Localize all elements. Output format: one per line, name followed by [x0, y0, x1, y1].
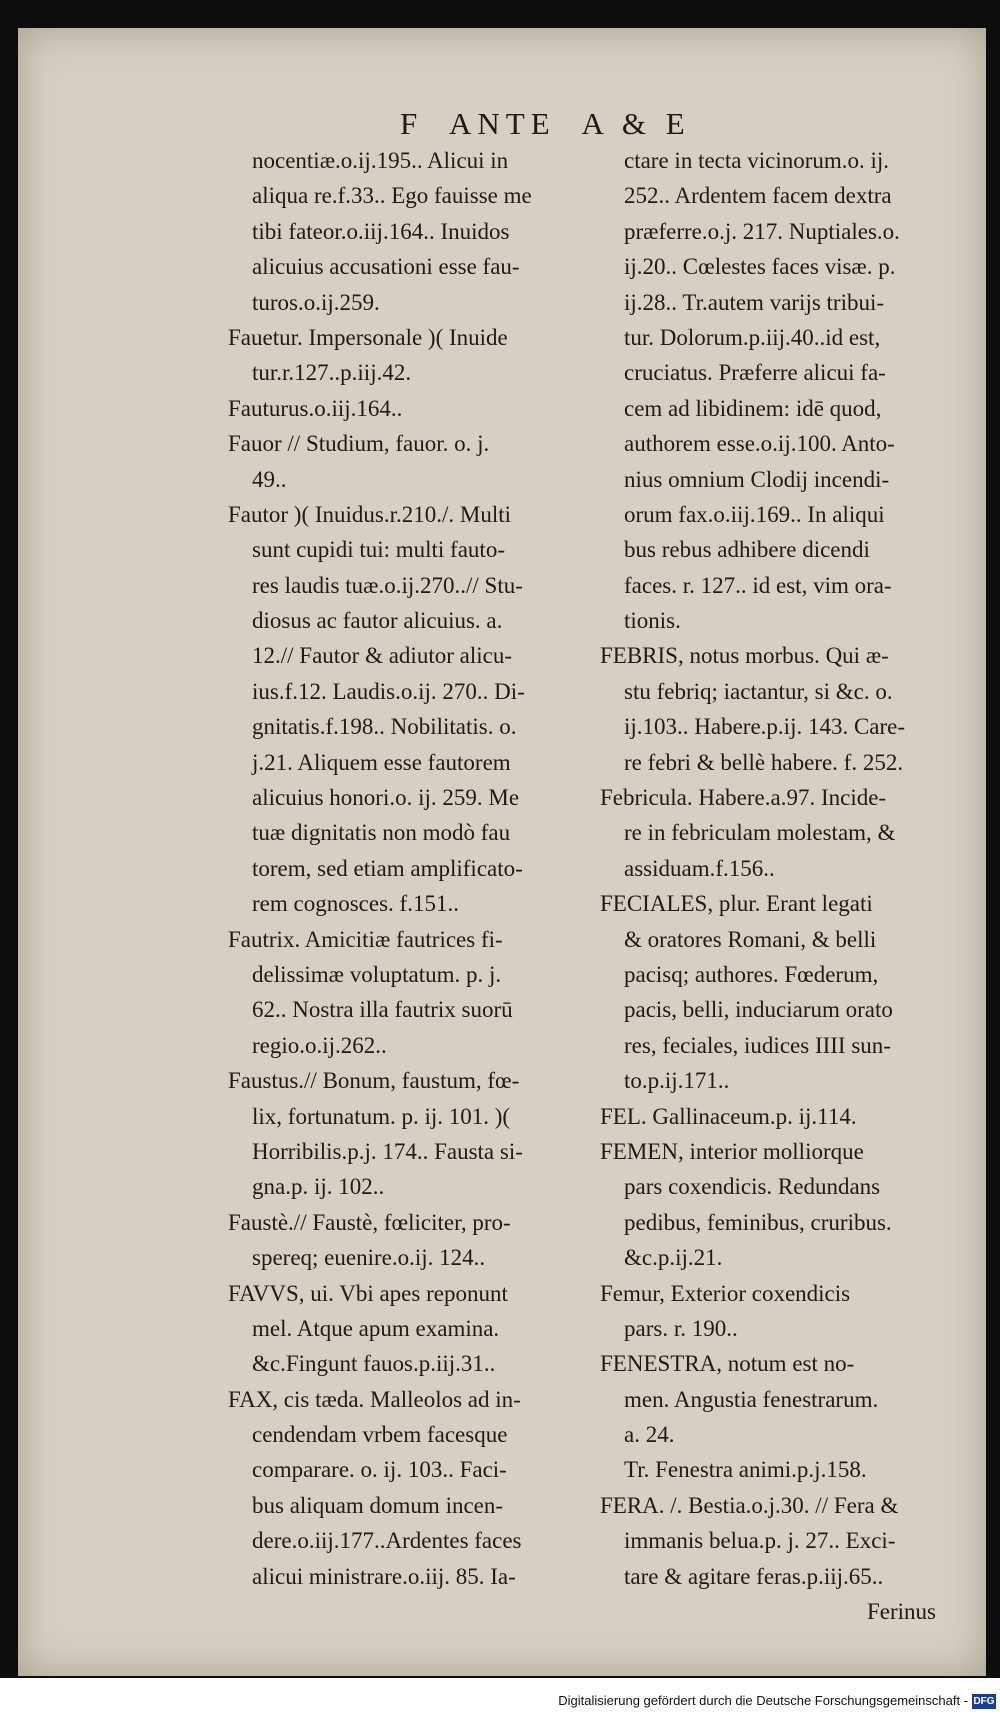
text-line: faces. r. 127.. id est, vim ora- [624, 572, 892, 598]
text-line: turos.o.ij.259. [252, 289, 380, 315]
text-line: pacisq; authores. Fœderum, [624, 961, 879, 987]
footer-credit: Digitalisierung gefördert durch die Deutsche Forschungsgemeinschaft - [558, 1693, 968, 1708]
text-line: spereq; euenire.o.ij. 124.. [252, 1245, 486, 1271]
text-line: FAVVS, ui. Vbi apes reponunt [228, 1280, 508, 1306]
text-line: FERA. /. Bestia.o.j.30. // Fera & [600, 1492, 899, 1518]
text-line: gnitatis.f.198.. Nobilitatis. o. [252, 714, 517, 740]
text-line: Fauetur. Impersonale )( Inuide [228, 324, 508, 350]
text-line: rem cognosces. f.151.. [252, 891, 459, 917]
text-line: ctare in tecta vicinorum.o. ij. [624, 148, 890, 173]
text-line: j.21. Aliquem esse fautorem [252, 749, 511, 775]
text-line: comparare. o. ij. 103.. Faci- [252, 1457, 507, 1483]
text-line: tibi fateor.o.iij.164.. Inuidos [252, 218, 510, 244]
text-line: FEBRIS, notus morbus. Qui æ- [600, 643, 889, 669]
text-line: dere.o.iij.177..Ardentes faces [252, 1528, 522, 1554]
text-line: stu febriq; iactantur, si &c. o. [624, 678, 893, 704]
text-line: pacis, belli, induciarum orato [624, 997, 893, 1023]
text-line: res, feciales, iudices IIII sun- [624, 1032, 891, 1058]
text-line: men. Angustia fenestrarum. [624, 1386, 879, 1412]
text-line: pars coxendicis. Redundans [624, 1174, 881, 1200]
text-line: ij.103.. Habere.p.ij. 143. Care- [624, 714, 906, 740]
running-header: F ANTE A & E [400, 106, 691, 141]
text-line: Tr. Fenestra animi.p.j.158. [624, 1457, 867, 1483]
text-line: FECIALES, plur. Erant legati [600, 891, 873, 917]
text-line: Fautrix. Amicitiæ fautrices fi- [228, 926, 503, 952]
text-line: alicui ministrare.o.iij. 85. Ia- [252, 1563, 516, 1589]
text-line: immanis belua.p. j. 27.. Exci- [624, 1528, 896, 1554]
text-line: tur.r.127..p.iij.42. [252, 360, 412, 386]
text-line: tuæ dignitatis non modò fau [252, 820, 511, 846]
text-line: Fauturus.o.iij.164.. [228, 395, 403, 421]
text-line: nius omnium Clodij incendi- [624, 466, 890, 492]
text-line: delissimæ voluptatum. p. j. [252, 961, 502, 987]
text-line: gna.p. ij. 102.. [252, 1174, 385, 1200]
text-line: mel. Atque apum examina. [252, 1315, 500, 1341]
text-line: a. 24. [624, 1422, 675, 1448]
text-line: sunt cupidi tui: multi fauto- [252, 537, 505, 563]
text-line: Faustus.// Bonum, faustum, fœ- [228, 1068, 520, 1094]
text-line: to.p.ij.171.. [624, 1068, 730, 1094]
text-line: FAX, cis tæda. Malleolos ad in- [228, 1386, 521, 1412]
text-line: alicuius accusationi esse fau- [252, 254, 520, 280]
text-line: cem ad libidinem: idē quod, [624, 395, 882, 421]
text-line: & oratores Romani, & belli [624, 926, 877, 952]
text-line: FEL. Gallinaceum.p. ij.114. [600, 1103, 857, 1129]
right-column [600, 143, 976, 1629]
text-line: &c.p.ij.21. [624, 1245, 723, 1271]
text-line: regio.o.ij.262.. [252, 1032, 387, 1058]
text-line: FENESTRA, notum est no- [600, 1351, 855, 1377]
text-line: assiduam.f.156.. [624, 855, 775, 881]
text-line: 49.. [252, 466, 287, 492]
text-line: bus aliquam domum incen- [252, 1492, 504, 1518]
text-line: Fauor // Studium, fauor. o. j. [228, 431, 490, 457]
text-line: cendendam vrbem facesque [252, 1422, 508, 1448]
text-line: Femur, Exterior coxendicis [600, 1280, 851, 1306]
text-line: orum fax.o.iij.169.. In aliqui [624, 501, 885, 527]
text-line: 252.. Ardentem facem dextra [624, 183, 892, 209]
text-line: cruciatus. Præferre alicui fa- [624, 360, 886, 386]
text-line: Fautor )( Inuidus.r.210./. Multi [228, 501, 512, 527]
text-line: 62.. Nostra illa fautrix suorū [252, 997, 513, 1023]
text-line: lix, fortunatum. p. ij. 101. )( [252, 1103, 511, 1129]
text-line: tare & agitare feras.p.iij.65.. [624, 1563, 884, 1589]
footer-bar [0, 1678, 1000, 1716]
text-line: aliqua re.f.33.. Ego fauisse me [252, 183, 532, 209]
text-line: 12.// Fautor & adiutor alicu- [252, 643, 512, 669]
text-line: authorem esse.o.ij.100. Anto- [624, 431, 895, 457]
text-line: tionis. [624, 608, 681, 634]
text-line: diosus ac fautor alicuius. a. [252, 608, 503, 634]
text-line: bus rebus adhibere dicendi [624, 537, 870, 563]
text-line: re febri & bellè habere. f. 252. [624, 749, 904, 775]
text-line: re in febriculam molestam, & [624, 820, 896, 846]
text-line: Febricula. Habere.a.97. Incide- [600, 785, 887, 811]
text-line: Horribilis.p.j. 174.. Fausta si- [252, 1138, 523, 1164]
text-line: tur. Dolorum.p.iij.40..id est, [624, 324, 881, 350]
left-column [228, 143, 608, 1594]
text-line: nocentiæ.o.ij.195.. Alicui in [252, 148, 509, 173]
text-line: pars. r. 190.. [624, 1315, 738, 1341]
text-line: torem, sed etiam amplificato- [252, 855, 523, 881]
text-line: &c.Fingunt fauos.p.iij.31.. [252, 1351, 496, 1377]
text-line: res laudis tuæ.o.ij.270..// Stu- [252, 572, 523, 598]
text-line: pedibus, feminibus, cruribus. [624, 1209, 892, 1235]
text-line: FEMEN, interior molliorque [600, 1138, 864, 1164]
text-line: ius.f.12. Laudis.o.ij. 270.. Di- [252, 678, 525, 704]
text-line: ij.20.. Cœlestes faces visæ. p. [624, 254, 896, 280]
text-line: Faustè.// Faustè, fœliciter, pro- [228, 1209, 511, 1235]
catchword: Ferinus [867, 1599, 936, 1625]
text-line: alicuius honori.o. ij. 259. Me [252, 785, 520, 811]
dfg-logo: DFG [973, 1696, 995, 1707]
text-line: præferre.o.j. 217. Nuptiales.o. [624, 218, 900, 244]
text-line: ij.28.. Tr.autem varijs tribui- [624, 289, 885, 315]
